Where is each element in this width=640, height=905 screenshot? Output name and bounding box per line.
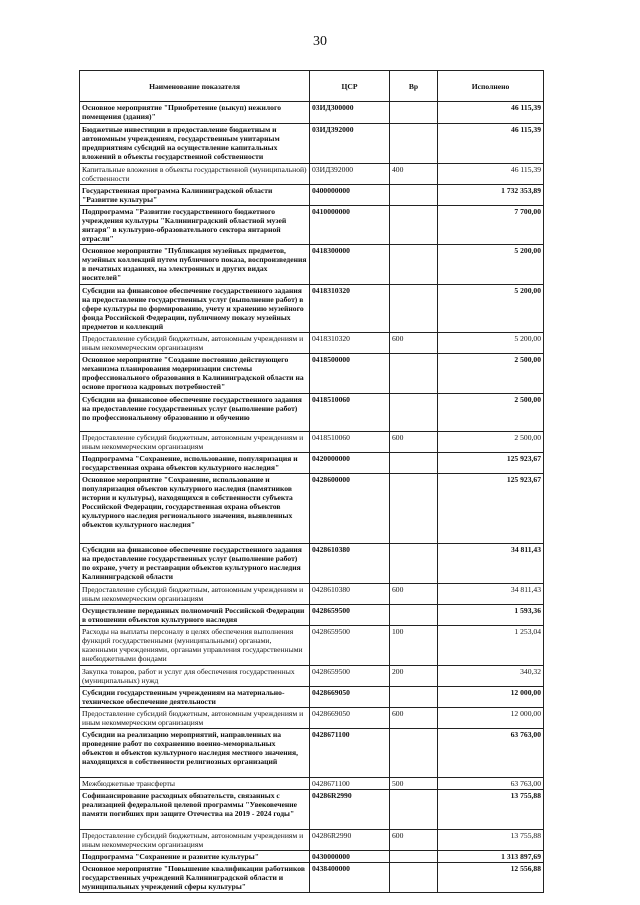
cell-vr: 600 xyxy=(390,584,438,605)
table-row xyxy=(80,206,544,245)
cell-csr: 0418310320 xyxy=(310,285,390,333)
cell-vr xyxy=(390,394,438,432)
cell-csr: 0420000000 xyxy=(310,453,390,474)
cell-vr xyxy=(390,605,438,626)
cell-csr: 0400000000 xyxy=(310,185,390,206)
cell-value: 63 763,00 xyxy=(438,729,544,778)
cell-value: 63 763,00 xyxy=(438,778,544,790)
cell-vr xyxy=(390,729,438,778)
cell-value: 2 500,00 xyxy=(438,354,544,394)
cell-value: 46 115,39 xyxy=(438,164,544,185)
cell-value: 12 000,00 xyxy=(438,687,544,708)
cell-name: Предоставление субсидий бюджетным, автономным учреждениям и иным некоммерческим организациям xyxy=(80,432,310,453)
cell-value: 1 593,36 xyxy=(438,605,544,626)
cell-vr xyxy=(390,285,438,333)
table-row xyxy=(80,354,544,394)
cell-csr: 04286R2990 xyxy=(310,830,390,851)
cell-vr: 600 xyxy=(390,432,438,453)
cell-value: 125 923,67 xyxy=(438,453,544,474)
cell-vr: 600 xyxy=(390,830,438,851)
header-name: Наименование показателя xyxy=(80,71,310,102)
cell-vr xyxy=(390,544,438,584)
cell-csr: 03ИД300000 xyxy=(310,102,390,124)
cell-value: 5 200,00 xyxy=(438,245,544,285)
table-row xyxy=(80,729,544,778)
table-row xyxy=(80,790,544,830)
table-row xyxy=(80,124,544,164)
cell-name: Капитальные вложения в объекты государственной (муниципальной) собственности xyxy=(80,164,310,185)
cell-value: 12 000,00 xyxy=(438,708,544,729)
cell-value: 5 200,00 xyxy=(438,285,544,333)
cell-vr xyxy=(390,790,438,830)
cell-vr xyxy=(390,102,438,124)
cell-name: Основное мероприятие "Сохранение, использование и популяризация объектов культурного наследия (памятников истории и культуры), находящихся в собственности субъекта Российской Федерации, государственная охрана объектов культурного наследия регионального значения, выявленных объектов культурного наследия" xyxy=(80,474,310,544)
cell-name: Субсидии на финансовое обеспечение государственного задания на предоставление государственных услуг (выполнение работ) по охране, учету и реставрации объектов культурного наследия Калининградской области xyxy=(80,544,310,584)
cell-name: Закупка товаров, работ и услуг для обеспечения государственных (муниципальных) нужд xyxy=(80,666,310,687)
cell-name: Предоставление субсидий бюджетным, автономным учреждениям и иным некоммерческим организациям xyxy=(80,708,310,729)
table-row xyxy=(80,474,544,544)
table-row xyxy=(80,830,544,851)
cell-value: 1 732 353,89 xyxy=(438,185,544,206)
cell-csr: 0428659500 xyxy=(310,626,390,666)
cell-vr xyxy=(390,863,438,893)
cell-csr: 0410000000 xyxy=(310,206,390,245)
cell-value: 13 755,88 xyxy=(438,830,544,851)
cell-value: 46 115,39 xyxy=(438,124,544,164)
table-header-row xyxy=(80,71,544,102)
table-row xyxy=(80,245,544,285)
cell-csr: 0428669050 xyxy=(310,708,390,729)
cell-csr: 03ИД392000 xyxy=(310,164,390,185)
cell-value: 13 755,88 xyxy=(438,790,544,830)
cell-value: 1 313 897,69 xyxy=(438,851,544,863)
cell-vr xyxy=(390,453,438,474)
table-row xyxy=(80,584,544,605)
cell-value: 5 200,00 xyxy=(438,333,544,354)
cell-value: 1 253,04 xyxy=(438,626,544,666)
cell-value: 46 115,39 xyxy=(438,102,544,124)
cell-name: Основное мероприятие "Приобретение (выкуп) нежилого помещения (здания)" xyxy=(80,102,310,124)
cell-vr: 500 xyxy=(390,778,438,790)
table-row xyxy=(80,185,544,206)
cell-name: Субсидии на реализацию мероприятий, направленных на проведение работ по сохранению военно-мемориальных объектов и объектов культурного наследия местного значения, находящихся в собственности религиозных организаций xyxy=(80,729,310,778)
cell-name: Основное мероприятие "Публикация музейных предметов, музейных коллекций путем публичного показа, воспроизведения в печатных изданиях, на электронных и других видах носителей" xyxy=(80,245,310,285)
table-row xyxy=(80,453,544,474)
cell-value: 125 923,67 xyxy=(438,474,544,544)
table-row xyxy=(80,544,544,584)
header-csr: ЦСР xyxy=(310,71,390,102)
cell-vr: 100 xyxy=(390,626,438,666)
table-row xyxy=(80,778,544,790)
cell-csr: 0418510060 xyxy=(310,432,390,453)
cell-value: 2 500,00 xyxy=(438,432,544,453)
cell-name: Субсидии государственным учреждениям на материально-техническое обеспечение деятельности xyxy=(80,687,310,708)
table-row xyxy=(80,626,544,666)
table-row xyxy=(80,687,544,708)
cell-csr: 0418500000 xyxy=(310,354,390,394)
cell-value: 34 811,43 xyxy=(438,584,544,605)
table-row xyxy=(80,285,544,333)
table-row xyxy=(80,164,544,185)
cell-value: 2 500,00 xyxy=(438,394,544,432)
cell-name: Подпрограмма "Сохранение и развитие культуры" xyxy=(80,851,310,863)
cell-vr xyxy=(390,124,438,164)
cell-csr: 0428610380 xyxy=(310,544,390,584)
header-vr: Вр xyxy=(390,71,438,102)
cell-name: Подпрограмма "Развитие государственного бюджетного учреждения культуры "Калининградский областной музей янтаря" в культурно-образовательного сектора янтарной отрасли" xyxy=(80,206,310,245)
cell-csr: 0438400000 xyxy=(310,863,390,893)
cell-name: Межбюджетные трансферты xyxy=(80,778,310,790)
cell-csr: 0418310320 xyxy=(310,333,390,354)
cell-name: Расходы на выплаты персоналу в целях обеспечения выполнения функций государственными (муниципальными) органами, казенными учреждениями, органами управления государственными внебюджетными фондами xyxy=(80,626,310,666)
cell-vr xyxy=(390,687,438,708)
cell-vr xyxy=(390,474,438,544)
cell-value: 34 811,43 xyxy=(438,544,544,584)
cell-name: Основное мероприятие "Создание постоянно действующего механизма планирования модернизации системы профессионального образования в Калининградской области на основе прогноза кадровых потребностей" xyxy=(80,354,310,394)
cell-name: Субсидии на финансовое обеспечение государственного задания на предоставление государственных услуг (выполнение работ) по профессиональному образованию и обучению xyxy=(80,394,310,432)
table-row xyxy=(80,605,544,626)
cell-vr: 400 xyxy=(390,164,438,185)
cell-name: Подпрограмма "Сохранение, использование, популяризация и государственная охрана объектов культурного наследия" xyxy=(80,453,310,474)
table-row xyxy=(80,666,544,687)
cell-name: Предоставление субсидий бюджетным, автономным учреждениям и иным некоммерческим организациям xyxy=(80,830,310,851)
cell-csr: 0428659500 xyxy=(310,666,390,687)
cell-csr: 0428659500 xyxy=(310,605,390,626)
cell-vr xyxy=(390,185,438,206)
page-number: 30 xyxy=(313,34,327,49)
cell-vr: 200 xyxy=(390,666,438,687)
table-row xyxy=(80,851,544,863)
cell-csr: 0428600000 xyxy=(310,474,390,544)
cell-csr: 0428671100 xyxy=(310,729,390,778)
cell-name: Предоставление субсидий бюджетным, автономным учреждениям и иным некоммерческим организациям xyxy=(80,584,310,605)
cell-csr: 0428671100 xyxy=(310,778,390,790)
table-row xyxy=(80,863,544,893)
cell-name: Государственная программа Калининградской области "Развитие культуры" xyxy=(80,185,310,206)
cell-name: Осуществление переданных полномочий Российской Федерации в отношении объектов культурного наследия xyxy=(80,605,310,626)
cell-name: Субсидии на финансовое обеспечение государственного задания на предоставление государственных услуг (выполнение работ) в сфере культуры по формированию, учету и хранению музейного фонда Российской Федерации, публичному показу музейных предметов и коллекций xyxy=(80,285,310,333)
header-executed: Исполнено xyxy=(438,71,544,102)
table-row xyxy=(80,102,544,124)
table-row xyxy=(80,333,544,354)
cell-name: Основное мероприятие "Повышение квалификации работников государственных учреждений Калининградской области и муниципальных учреждений сферы культуры" xyxy=(80,863,310,893)
cell-vr xyxy=(390,851,438,863)
cell-csr: 0418510060 xyxy=(310,394,390,432)
cell-vr xyxy=(390,354,438,394)
cell-value: 340,32 xyxy=(438,666,544,687)
table-row xyxy=(80,708,544,729)
cell-vr xyxy=(390,206,438,245)
cell-csr: 0428610380 xyxy=(310,584,390,605)
cell-vr xyxy=(390,245,438,285)
cell-csr: 0428669050 xyxy=(310,687,390,708)
cell-csr: 0430000000 xyxy=(310,851,390,863)
table-row xyxy=(80,394,544,432)
table-row xyxy=(80,432,544,453)
cell-value: 7 700,00 xyxy=(438,206,544,245)
cell-name: Бюджетные инвестиции в предоставление бюджетным и автономным учреждениям, государственным унитарным предприятиям субсидий на осуществление капитальных вложений в объекты государственной собственности xyxy=(80,124,310,164)
cell-csr: 0418300000 xyxy=(310,245,390,285)
cell-value: 12 556,88 xyxy=(438,863,544,893)
cell-csr: 03ИД392000 xyxy=(310,124,390,164)
cell-csr: 04286R2990 xyxy=(310,790,390,830)
cell-vr: 600 xyxy=(390,333,438,354)
cell-name: Предоставление субсидий бюджетным, автономным учреждениям и иным некоммерческим организациям xyxy=(80,333,310,354)
cell-vr: 600 xyxy=(390,708,438,729)
cell-name: Софинансирование расходных обязательств, связанных с реализацией федеральной целевой программы "Увековечение памяти погибших при защите Отечества на 2019 - 2024 годы" xyxy=(80,790,310,830)
budget-table xyxy=(79,70,544,893)
